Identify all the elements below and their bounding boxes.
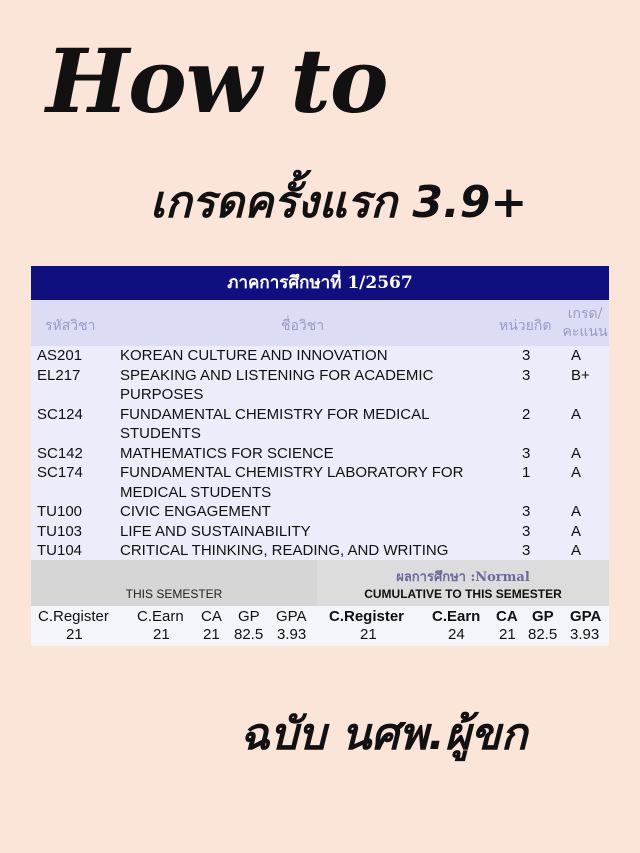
table-row	[31, 522, 609, 542]
course-grade: A	[571, 444, 582, 462]
course-grade: A	[571, 542, 582, 559]
column-header-units: หน่วยกิต	[499, 318, 552, 334]
cumulative-c-earn: 24	[448, 626, 465, 643]
course-units: 3	[522, 444, 531, 462]
table-row	[31, 366, 609, 405]
course-grade: A	[571, 464, 582, 481]
course-grade: A	[571, 405, 582, 423]
course-units: 3	[522, 503, 531, 520]
course-name: FUNDAMENTAL CHEMISTRY FOR MEDICAL STUDENTS	[120, 405, 429, 442]
course-code: TU100	[37, 503, 83, 520]
course-units: 3	[522, 366, 531, 384]
column-header-row	[31, 300, 609, 346]
course-name: LIFE AND SUSTAINABILITY	[120, 522, 311, 540]
this-semester-ca: 21	[203, 626, 220, 643]
table-row	[31, 346, 609, 366]
table-row	[31, 541, 609, 561]
result-status-label: ผลการศึกษา :Normal	[396, 570, 530, 585]
cumulative-gpa: 3.93	[570, 626, 600, 643]
course-name: SPEAKING AND LISTENING FOR ACADEMIC PURPOSES	[120, 366, 434, 403]
footer-title: ฉบับ นศพ.ผู้ขก	[240, 709, 528, 760]
course-grade: A	[571, 522, 582, 540]
column-header-code: รหัสวิชา	[45, 318, 96, 334]
cumulative-label: CUMULATIVE TO THIS SEMESTER	[364, 587, 562, 601]
stat-label-c-register: C.Register	[38, 608, 109, 625]
stats-body	[31, 606, 609, 646]
course-code: EL217	[37, 366, 81, 384]
cumulative-ca: 21	[499, 626, 516, 643]
course-name: FUNDAMENTAL CHEMISTRY LABORATORY FOR MEDICAL STUDENTS	[120, 464, 464, 501]
cumulative-gp: 82.5	[528, 626, 558, 643]
subheadline: เกรดครั้งแรก 3.9+	[150, 177, 528, 228]
course-code: SC142	[37, 444, 83, 462]
table-row	[31, 502, 609, 522]
course-units: 3	[522, 522, 531, 540]
course-code: AS201	[37, 347, 83, 364]
cumulative-label-ca: CA	[496, 608, 518, 625]
stat-label-gp: GP	[238, 608, 260, 625]
course-name: CIVIC ENGAGEMENT	[120, 503, 271, 520]
course-code: SC124	[37, 405, 83, 423]
course-name: CRITICAL THINKING, READING, AND WRITING	[120, 542, 449, 559]
stat-label-gpa: GPA	[276, 608, 307, 625]
stat-label-c-earn: C.Earn	[137, 608, 184, 625]
term-title: ภาคการศึกษาที่ 1/2567	[31, 266, 609, 300]
course-name: MATHEMATICS FOR SCIENCE	[120, 444, 334, 462]
course-grade: A	[571, 347, 582, 364]
this-semester-header	[31, 560, 317, 606]
table-row	[31, 405, 609, 444]
course-units: 1	[522, 464, 531, 481]
stat-label-ca: CA	[201, 608, 222, 625]
course-code: SC174	[37, 464, 83, 481]
headline: How to	[46, 29, 388, 133]
course-units: 3	[522, 542, 531, 559]
course-name: KOREAN CULTURE AND INNOVATION	[120, 347, 388, 364]
course-list	[31, 346, 609, 561]
this-semester-gp: 82.5	[234, 626, 264, 643]
cumulative-c-register: 21	[360, 626, 377, 643]
transcript-panel	[31, 266, 609, 646]
course-units: 3	[522, 347, 531, 364]
course-grade: A	[571, 503, 582, 520]
column-header-name: ชื่อวิชา	[281, 318, 325, 334]
cumulative-label-c-earn: C.Earn	[432, 608, 481, 625]
this-semester-c-register: 21	[66, 626, 83, 643]
table-row	[31, 463, 609, 502]
course-grade: B+	[571, 366, 590, 384]
course-code: TU103	[37, 522, 83, 540]
table-row	[31, 444, 609, 464]
this-semester-label: THIS SEMESTER	[125, 587, 223, 601]
this-semester-gpa: 3.93	[277, 626, 307, 643]
cumulative-label-c-register: C.Register	[329, 608, 405, 625]
grade-summary	[31, 560, 609, 646]
this-semester-c-earn: 21	[153, 626, 170, 643]
cumulative-header	[317, 560, 609, 606]
column-header-grade: เกรด/คะแนน	[562, 306, 608, 340]
course-code: TU104	[37, 542, 83, 559]
cumulative-label-gp: GP	[532, 608, 554, 625]
course-units: 2	[522, 405, 531, 423]
cumulative-label-gpa: GPA	[570, 608, 602, 625]
